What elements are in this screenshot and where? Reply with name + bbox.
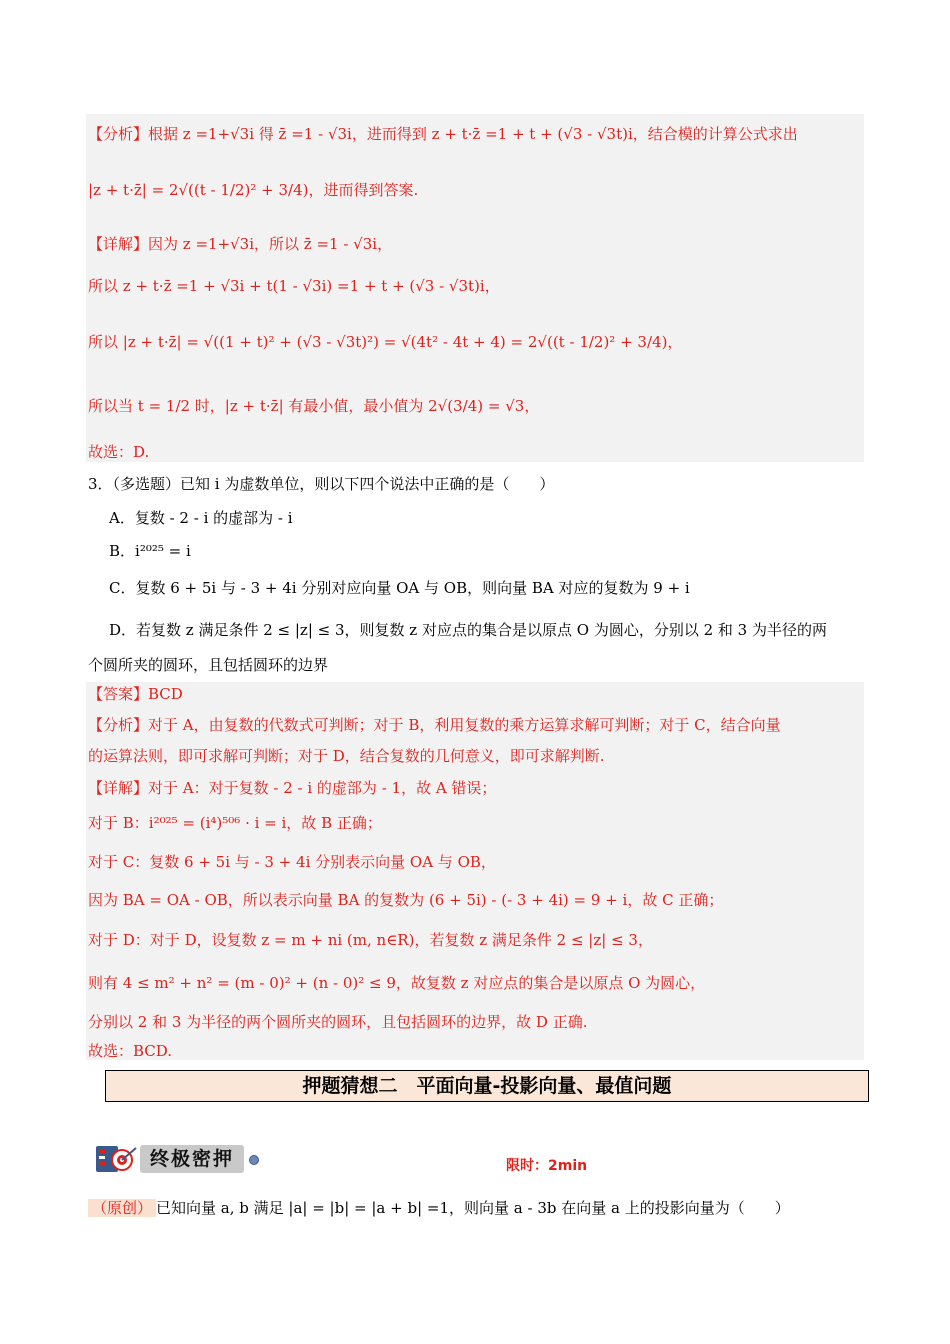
analysis-2-detail-d1: 对于 D：对于 D，设复数 z = m + ni (m, n∈R)，若复数 z 满足条件 2 ≤ |z| ≤ 3，: [88, 931, 653, 949]
time-limit: 限时：2min: [506, 1158, 588, 1174]
analysis-1-detail-line2: 所以 z + t·z̄ =1 + √3i + t(1 - √3i) =1 + t + (√3 - √3t)i，: [88, 277, 500, 295]
original-question: [88, 1197, 790, 1219]
original-question-text: 已知向量 a, b 满足 |a| = |b| = |a + b| =1，则向量 a - 3b 在向量 a 上的投影向量为（ ）: [156, 1199, 790, 1217]
question-3-option-d-line1: D．若复数 z 满足条件 2 ≤ |z| ≤ 3，则复数 z 对应点的集合是以原点 O 为圆心，分别以 2 和 3 为半径的两: [109, 621, 827, 639]
analysis-1-detail-line1: 【详解】因为 z =1+√3i，所以 z̄ =1 - √3i，: [88, 235, 393, 253]
question-3-option-c: C．复数 6 + 5i 与 - 3 + 4i 分别对应向量 OA 与 OB，则向量 BA 对应的复数为 9 + i: [109, 579, 690, 597]
section-banner: 押题猜想二 平面向量-投影向量、最值问题: [105, 1070, 869, 1102]
analysis-2-detail-b: 对于 B：i²⁰²⁵ = (i⁴)⁵⁰⁶ · i = i，故 B 正确；: [88, 814, 382, 832]
original-tag: （原创）: [88, 1199, 156, 1217]
question-3-option-a: A．复数 - 2 - i 的虚部为 - i: [109, 509, 293, 527]
question-3-option-d-line2: 个圆所夹的圆环，且包括圆环的边界: [88, 656, 329, 674]
dot-icon: [248, 1154, 260, 1166]
target-icon: [94, 1142, 142, 1176]
analysis-2-answer: 【答案】BCD: [88, 685, 183, 703]
analysis-2-detail-d2: 则有 4 ≤ m² + n² = (m - 0)² + (n - 0)² ≤ 9，故复数 z 对应点的集合是以原点 O 为圆心，: [88, 974, 706, 992]
analysis-2-detail-a: 【详解】对于 A：对于复数 - 2 - i 的虚部为 - 1，故 A 错误；: [88, 779, 497, 797]
analysis-1-fenxi-line1: 【分析】根据 z =1+√3i 得 z̄ =1 - √3i，进而得到 z + t·z̄ =1 + t + (√3 - √3t)i，结合模的计算公式求出: [88, 125, 798, 143]
question-3-option-b: B．i²⁰²⁵ = i: [109, 542, 191, 560]
analysis-2-fenxi-line1: 【分析】对于 A，由复数的代数式可判断；对于 B，利用复数的乘方运算求解可判断；对于 C，结合向量: [88, 716, 781, 734]
analysis-2-detail-c2: 因为 BA = OA - OB，所以表示向量 BA 的复数为 (6 + 5i) - (- 3 + 4i) = 9 + i，故 C 正确；: [88, 891, 724, 909]
analysis-1-detail-line3: 所以 |z + t·z̄| = √((1 + t)² + (√3 - √3t)²) = √(4t² - 4t + 4) = 2√((t - 1/2)² + 3/4)，: [88, 333, 683, 351]
analysis-1-fenxi-line2: |z + t·z̄| = 2√((t - 1/2)² + 3/4)，进而得到答案.: [88, 181, 419, 199]
analysis-2-detail-d3: 分别以 2 和 3 为半径的两个圆所夹的圆环，且包括圆环的边界，故 D 正确.: [88, 1013, 588, 1031]
analysis-2-fenxi-line2: 的运算法则，即可求解可判断；对于 D，结合复数的几何意义，即可求解判断.: [88, 747, 605, 765]
analysis-1-detail-line4: 所以当 t = 1/2 时，|z + t·z̄| 有最小值，最小值为 2√(3/4) = √3，: [88, 397, 540, 415]
final-push-label: 终极密押: [140, 1145, 244, 1173]
analysis-1-answer: 故选：D.: [88, 443, 150, 461]
analysis-2-final-answer: 故选：BCD.: [88, 1042, 173, 1060]
question-3-stem: 3．（多选题）已知 i 为虚数单位，则以下四个说法中正确的是（ ）: [88, 475, 555, 493]
analysis-2-detail-c1: 对于 C：复数 6 + 5i 与 - 3 + 4i 分别表示向量 OA 与 OB，: [88, 853, 496, 871]
